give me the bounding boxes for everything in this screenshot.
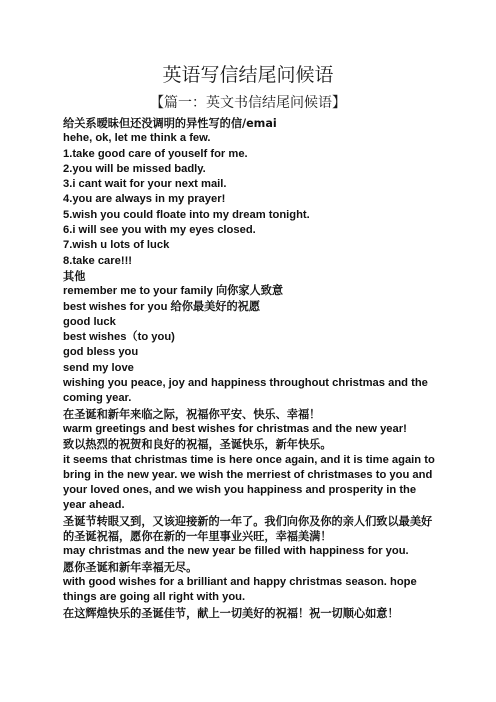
body-line: 其他 [63, 269, 86, 283]
body-line: 4.you are always in my prayer! [63, 193, 226, 206]
body-line: 致以热烈的祝贺和良好的祝福，圣诞快乐，新年快乐。 [63, 438, 332, 452]
document-body [63, 116, 435, 621]
body-line: best wishes（to you) [63, 331, 175, 344]
body-paragraph: 圣诞节转眼又到，又该迎接新的一年了。我们向你及你的亲人们致以最美好的圣诞祝福，愿你在新的一年里事业兴旺，幸福美满！ [63, 514, 433, 544]
document-subtitle: 【篇一：英文书信结尾问候语】 [150, 95, 346, 111]
body-paragraph: with good wishes for a brilliant and happy christmas season. hope things are going all right with you. [63, 575, 417, 604]
body-line: 3.i cant wait for your next mail. [63, 178, 227, 191]
body-line: send my love [63, 361, 134, 374]
body-line: good luck [63, 315, 116, 328]
body-line: 2.you will be missed badly. [63, 162, 206, 175]
body-paragraph: warm greetings and best wishes for christmas and the new year! [63, 422, 407, 435]
body-line: 在这辉煌快乐的圣诞佳节，献上一切美好的祝福！祝一切顺心如意！ [63, 606, 399, 620]
body-line: best wishes for you 给你最美好的祝愿 [63, 300, 261, 313]
body-line: 5.wish you could floate into my dream tonight. [63, 208, 310, 221]
body-paragraph: it seems that christmas time is here once again, and it is time again to bring in the new year. we wish the merriest of christmases to you and your loved ones, and we wish you happiness and prosperity in the year ahead. [63, 453, 435, 512]
body-line: 7.wish u lots of luck [63, 239, 170, 252]
body-line: 在圣诞和新年来临之际，祝福你平安、快乐、幸福！ [63, 407, 321, 421]
body-line: 给关系暧昧但还没调明的异性写的信/emai [63, 117, 277, 130]
body-line: god bless you [63, 346, 139, 359]
body-line: remember me to your family 向你家人致意 [63, 285, 284, 298]
body-paragraph: may christmas and the new year be filled with happiness for you. [63, 545, 409, 558]
body-paragraph: wishing you peace, joy and happiness throughout christmas and the coming year. [63, 377, 428, 405]
body-line: 8.take care!!! [63, 254, 133, 267]
body-line: 6.i will see you with my eyes closed. [63, 224, 256, 237]
body-line: hehe, ok, let me think a few. [63, 132, 211, 145]
body-line: 1.take good care of youself for me. [63, 147, 248, 160]
document-title: 英语写信结尾问候语 [162, 64, 334, 86]
body-line: 愿你圣诞和新年幸福无尽。 [63, 560, 198, 574]
